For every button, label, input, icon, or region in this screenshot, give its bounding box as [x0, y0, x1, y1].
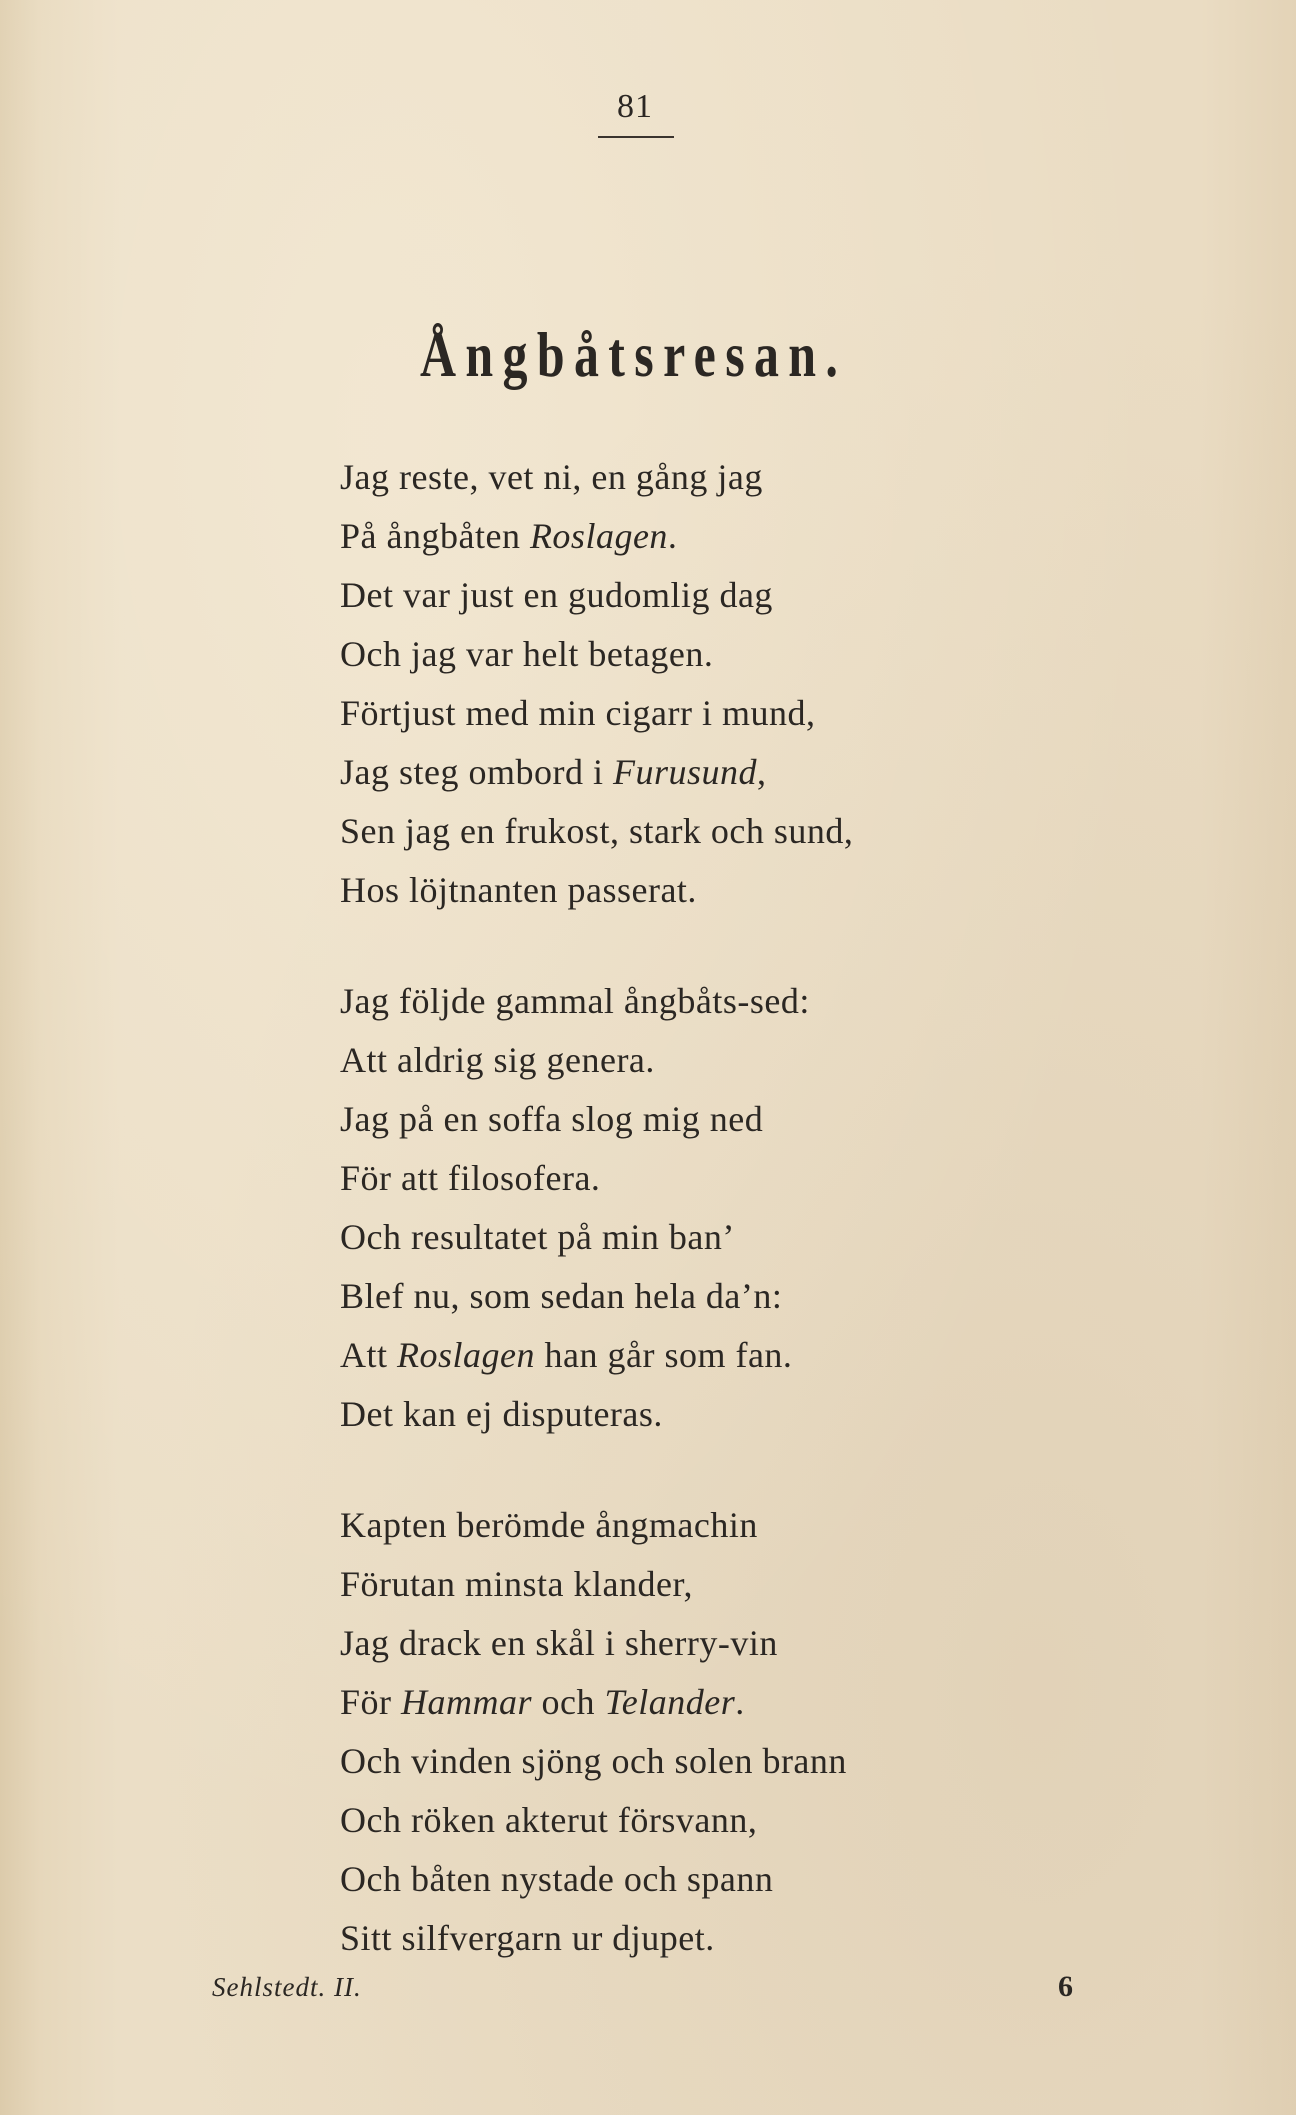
poem-line — [340, 1791, 1100, 1850]
poem-line — [340, 1090, 1100, 1149]
line-text: Jag reste, vet ni, en gång jag — [340, 457, 763, 497]
poem-line — [340, 972, 1100, 1031]
line-text: Och båten nystade och spann — [340, 1859, 774, 1899]
poem-line — [340, 1673, 1100, 1732]
poem-line — [340, 1555, 1100, 1614]
line-text: Att — [340, 1335, 398, 1375]
line-text: och — [532, 1682, 605, 1722]
line-text: han går som fan. — [535, 1335, 793, 1375]
footer-sheet-number: 6 — [1058, 1970, 1073, 2003]
stanza-2 — [340, 972, 1100, 1444]
italic-name: Telander — [604, 1682, 736, 1722]
footer-signature: Sehlstedt. II. — [212, 1972, 362, 2002]
line-text: För — [340, 1682, 402, 1722]
line-text: Jag steg ombord i — [340, 752, 613, 792]
line-text: Förutan minsta klander, — [340, 1564, 693, 1604]
line-text: På ångbåten — [340, 516, 530, 556]
line-text: Och jag var helt betagen. — [340, 634, 714, 674]
line-text: Att aldrig sig genera. — [340, 1040, 655, 1080]
poem-line — [340, 625, 1100, 684]
line-text: Och röken akterut försvann, — [340, 1800, 758, 1840]
poem-title: Ångbåtsresan. — [420, 319, 848, 390]
line-text: Det var just en gudomlig dag — [340, 575, 773, 615]
poem-line — [340, 1614, 1100, 1673]
poem-line — [340, 1496, 1100, 1555]
line-text: Hos löjtnanten passerat. — [340, 870, 697, 910]
line-text: Jag på en soffa slog mig ned — [340, 1099, 764, 1139]
poem-line — [340, 1850, 1100, 1909]
stanza-3 — [340, 1496, 1100, 1968]
italic-name: Hammar — [401, 1682, 533, 1722]
italic-name: Furusund — [612, 752, 757, 792]
poem-line — [340, 448, 1100, 507]
stanza-1 — [340, 448, 1100, 920]
poem-line — [340, 566, 1100, 625]
poem-line — [340, 743, 1100, 802]
poem-line — [340, 1732, 1100, 1791]
poem-line — [340, 1267, 1100, 1326]
line-text: . — [735, 1682, 745, 1722]
line-text: Kapten berömde ångmachin — [340, 1505, 758, 1545]
line-text: Sitt silfvergarn ur djupet. — [340, 1918, 715, 1958]
line-text: Det kan ej disputeras. — [340, 1394, 663, 1434]
poem-line — [340, 1326, 1100, 1385]
page-number-rule — [598, 136, 674, 138]
line-text: Förtjust med min cigarr i mund, — [340, 693, 816, 733]
poem-body — [340, 448, 1100, 2020]
line-text: Jag följde gammal ångbåts-sed: — [340, 981, 810, 1021]
line-text: Och vinden sjöng och solen brann — [340, 1741, 847, 1781]
poem-line — [340, 1149, 1100, 1208]
line-text: Och resultatet på min ban’ — [340, 1217, 735, 1257]
poem-line — [340, 1385, 1100, 1444]
poem-line — [340, 861, 1100, 920]
poem-line — [340, 1208, 1100, 1267]
poem-line — [340, 1909, 1100, 1968]
poem-line — [340, 802, 1100, 861]
line-text: För att filosofera. — [340, 1158, 601, 1198]
italic-name: Roslagen — [397, 1335, 535, 1375]
line-text: Blef nu, som sedan hela da’n: — [340, 1276, 783, 1316]
page-number: 81 — [617, 88, 653, 125]
italic-name: Roslagen — [529, 516, 668, 556]
poem-line — [340, 684, 1100, 743]
line-text: , — [757, 752, 767, 792]
poem-line — [340, 507, 1100, 566]
line-text: Sen jag en frukost, stark och sund, — [340, 811, 854, 851]
line-text: . — [667, 516, 678, 556]
line-text: Jag drack en skål i sherry-vin — [340, 1623, 778, 1663]
poem-line — [340, 1031, 1100, 1090]
